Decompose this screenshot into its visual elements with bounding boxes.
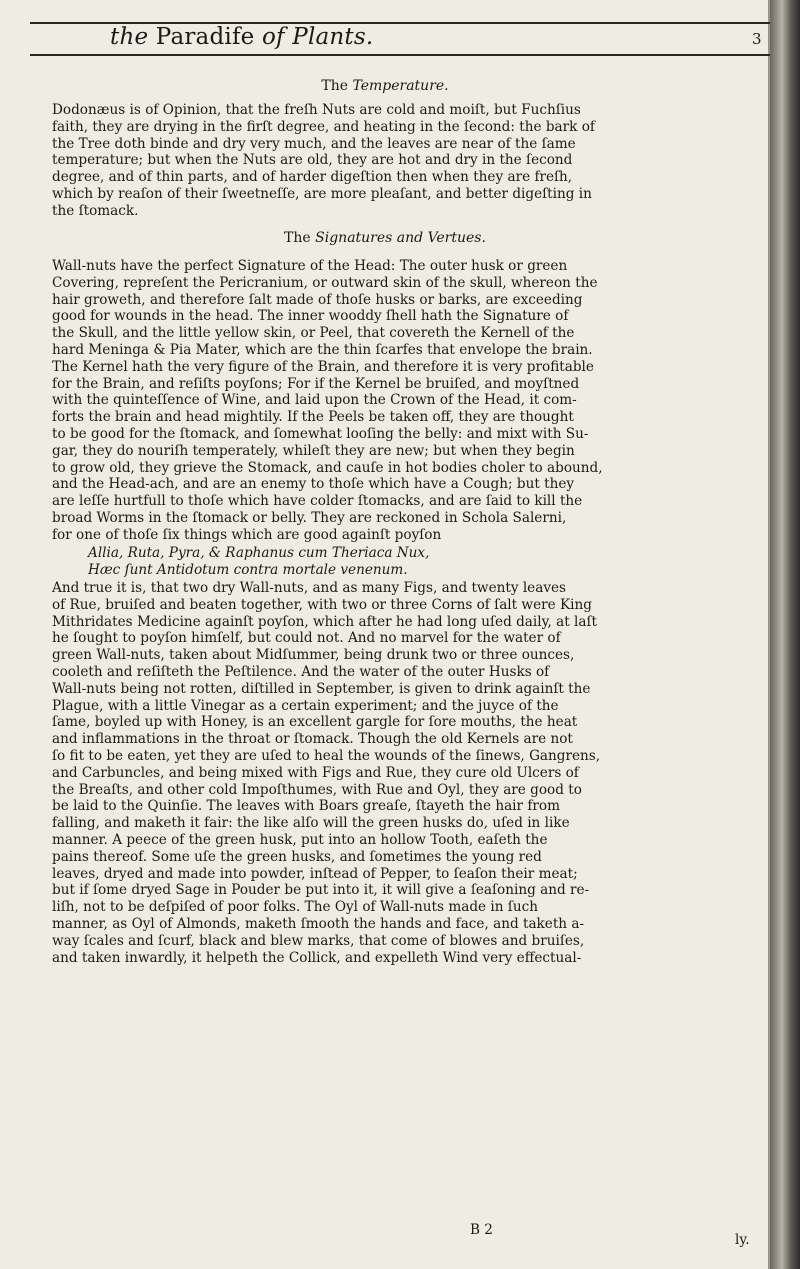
signature-mark: B 2 bbox=[470, 1222, 493, 1238]
text-line: gar, they do nouriſh temperately, whileſt they are new; but when they begin bbox=[52, 442, 575, 459]
text-line: faith, they are drying in the firſt degree, and heating in the ſecond: the bark of bbox=[52, 118, 595, 135]
text-line: liſh, not to be deſpiſed of poor folks. The Oyl of Wall-nuts made in ſuch bbox=[52, 899, 538, 916]
text-line: green Wall-nuts, taken about Midſummer, being drunk two or three ounces, bbox=[52, 647, 575, 664]
text-line: with the quinteſſence of Wine, and laid upon the Crown of the Head, it com- bbox=[52, 392, 577, 409]
text-line: And true it is, that two dry Wall-nuts, and as many Figs, and twenty leaves bbox=[52, 580, 567, 596]
temperature-paragraph bbox=[52, 102, 767, 220]
text-line: Mithridates Medicine againſt poyſon, which after he had long uſed daily, at laſt bbox=[52, 613, 597, 630]
text-line: manner. A peece of the green husk, put into an hollow Tooth, eaſeth the bbox=[52, 831, 548, 848]
text-line: and inflammations in the throat or ſtomack. Though the old Kernels are not bbox=[52, 731, 573, 748]
text-line: ſame, boyled up with Honey, is an excellent gargle for ſore mouths, the heat bbox=[52, 714, 578, 731]
text-line: and the Head-ach, and are an enemy to thoſe which have a Cough; but they bbox=[52, 476, 575, 493]
text-line: broad Worms in the ſtomack or belly. They are reckoned in Schola Salerni, bbox=[52, 509, 567, 526]
text-line: way ſcales and ſcurf, black and blew marks, that come of blowes and bruiſes, bbox=[52, 932, 585, 949]
text-line: pains thereof. Some uſe the green husks, and ſometimes the young red bbox=[52, 848, 542, 865]
text-line: the ſtomack. bbox=[52, 202, 139, 219]
text-line: and taken inwardly, it helpeth the Collick, and expelleth Wind very effectual- bbox=[52, 949, 582, 966]
text-line: degree, and of thin parts, and of harder digeſtion then when they are freſh, bbox=[52, 169, 573, 186]
signatures-paragraph bbox=[52, 258, 767, 544]
text-line: to grow old, they grieve the Stomack, and cauſe in hot bodies choler to abound, bbox=[52, 459, 603, 476]
section-heading-temperature: The Temperature. bbox=[321, 78, 449, 94]
text-line: for the Brain, and reſiſts poyſons; For if the Kernel be bruiſed, and moyſtned bbox=[52, 375, 580, 392]
running-head: the Paradife of Plants. bbox=[110, 24, 374, 50]
text-line: ſo fit to be eaten, yet they are uſed to heal the wounds of the ſinews, Gangrens, bbox=[52, 747, 601, 764]
text-line: of Rue, bruiſed and beaten together, with two or three Corns of ſalt were King bbox=[52, 596, 592, 613]
latin-verse bbox=[88, 545, 728, 579]
text-line: forts the brain and head mightily. If the Peels be taken off, they are thought bbox=[52, 409, 574, 426]
text-line: to be good for the ſtomack, and ſomewhat looſing the belly: and mixt with Su- bbox=[52, 425, 589, 442]
text-line: cooleth and reſiſteth the Peſtilence. And the water of the outer Husks of bbox=[52, 663, 550, 680]
text-line: hair groweth, and therefore ſalt made of thoſe husks or barks, are exceeding bbox=[52, 291, 583, 308]
text-line: good for wounds in the head. The inner wooddy ſhell hath the Signature of bbox=[52, 308, 569, 325]
book-binding-edge bbox=[770, 0, 800, 1269]
header-rule-bottom bbox=[30, 54, 775, 56]
catchword: ly. bbox=[735, 1232, 750, 1248]
verse-line: Allia, Ruta, Pyra, & Raphanus cum Theriaca Nux, bbox=[88, 545, 430, 561]
text-line: Plague, with a little Vinegar as a certain experiment; and the juyce of the bbox=[52, 697, 559, 714]
text-line: The Kernel hath the very figure of the Brain, and therefore it is very profitable bbox=[52, 358, 594, 375]
text-line: are leſſe hurtfull to thoſe which have colder ſtomacks, and are ſaid to kill the bbox=[52, 493, 583, 510]
text-line: leaves, dryed and made into powder, inſtead of Pepper, to ſeaſon their meat; bbox=[52, 865, 578, 882]
text-line: the Skull, and the little yellow skin, or Peel, that covereth the Kernell of the bbox=[52, 325, 575, 342]
text-line: he ſought to poyſon himſelf, but could not. And no marvel for the water of bbox=[52, 630, 561, 647]
text-line: for one of thoſe ſix things which are good againſt poyſon bbox=[52, 526, 442, 543]
verse-line: Hæc ſunt Antidotum contra mortale venenum. bbox=[88, 561, 408, 578]
continuation-paragraph bbox=[52, 580, 767, 966]
text-line: Covering, repreſent the Pericranium, or outward skin of the skull, whereon the bbox=[52, 274, 598, 291]
page-number: 3 bbox=[752, 30, 762, 48]
text-line: Wall-nuts have the perfect Signature of the Head: The outer husk or green bbox=[52, 258, 568, 274]
text-line: the Breaſts, and other cold Impoſthumes, with Rue and Oyl, they are good to bbox=[52, 781, 582, 798]
text-line: and Carbuncles, and being mixed with Figs and Rue, they cure old Ulcers of bbox=[52, 764, 579, 781]
text-line: which by reaſon of their ſweetneſſe, are more pleaſant, and better digeſting in bbox=[52, 185, 592, 202]
text-line: hard Meninga & Pia Mater, which are the thin ſcarfes that envelope the brain. bbox=[52, 341, 593, 358]
text-line: Wall-nuts being not rotten, diſtilled in September, is given to drink againſt the bbox=[52, 680, 591, 697]
text-line: temperature; but when the Nuts are old, they are hot and dry in the ſecond bbox=[52, 152, 573, 169]
text-line: but if ſome dryed Sage in Pouder be put into it, it will give a ſeaſoning and re- bbox=[52, 882, 590, 899]
text-line: Dodonæus is of Opinion, that the freſh Nuts are cold and moiſt, but Fuchſius bbox=[52, 102, 581, 118]
text-line: falling, and maketh it fair: the like alſo will the green husks do, uſed in like bbox=[52, 815, 570, 832]
text-line: manner, as Oyl of Almonds, maketh ſmooth the hands and face, and taketh a- bbox=[52, 915, 585, 932]
text-line: be laid to the Quinſie. The leaves with Boars greaſe, ſtayeth the hair from bbox=[52, 798, 560, 815]
text-line: the Tree doth binde and dry very much, and the leaves are near of the ſame bbox=[52, 135, 576, 152]
section-heading-signatures: The Signatures and Vertues. bbox=[284, 230, 486, 246]
